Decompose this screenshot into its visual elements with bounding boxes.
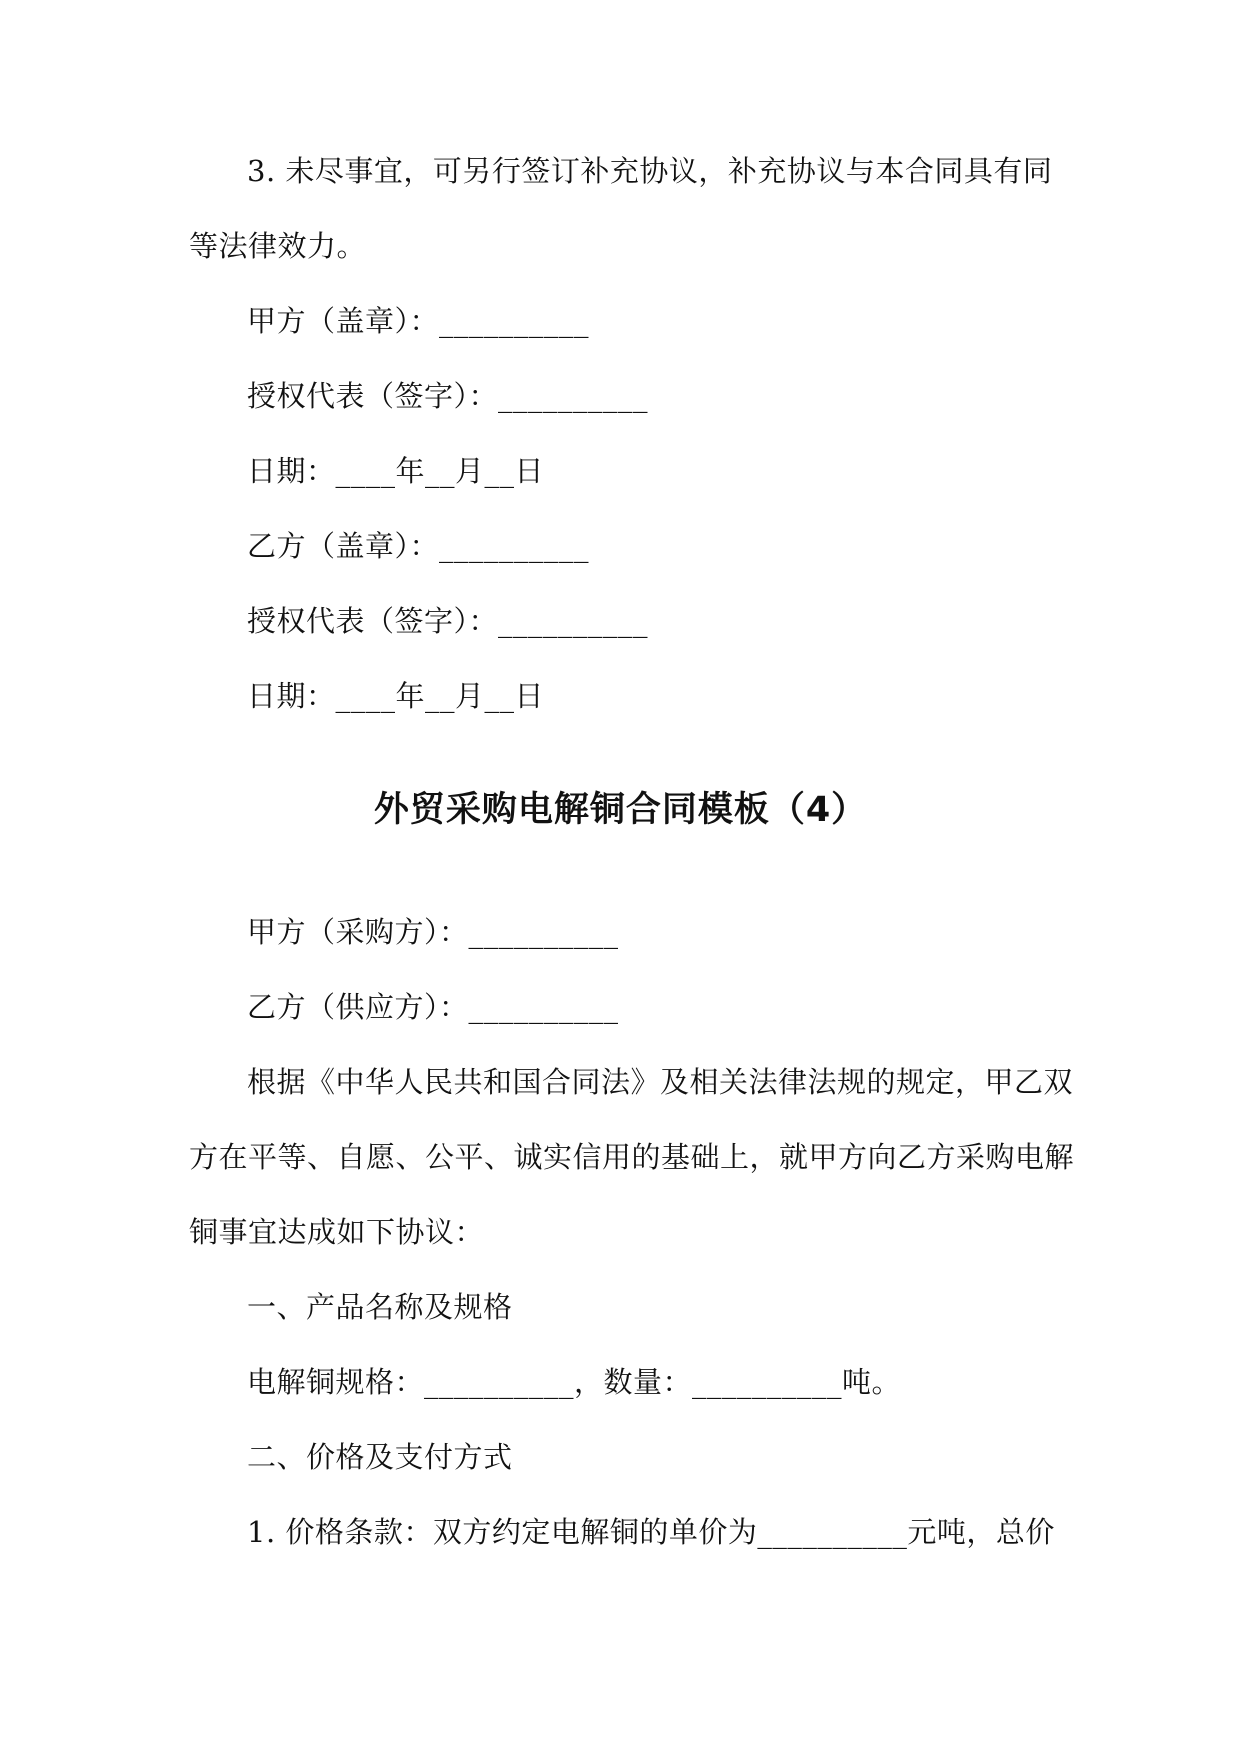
- party-b-supplier-line: 乙方（供应方）：__________: [247, 990, 619, 1024]
- price-clause-line: 1. 价格条款：双方约定电解铜的单价为__________元吨，总价: [247, 1515, 1055, 1549]
- product-spec-line: 电解铜规格：__________，数量：__________吨。: [247, 1365, 902, 1399]
- intro-paragraph-line-2: 方在平等、自愿、公平、诚实信用的基础上，就甲方向乙方采购电解: [189, 1140, 1075, 1174]
- contract-title: 外贸采购电解铜合同模板（4）: [373, 790, 868, 830]
- clause-3-line-1: 3. 未尽事宜，可另行签订补充协议，补充协议与本合同具有同: [247, 154, 1053, 188]
- party-a-representative-line: 授权代表（签字）：__________: [247, 379, 649, 413]
- party-a-date-line: 日期：____年__月__日: [247, 454, 545, 488]
- section-heading-product: 一、产品名称及规格: [247, 1290, 513, 1324]
- intro-paragraph-line-3: 铜事宜达成如下协议：: [189, 1215, 485, 1249]
- clause-3-line-2: 等法律效力。: [189, 229, 367, 263]
- section-heading-price: 二、价格及支付方式: [247, 1440, 513, 1474]
- party-b-representative-line: 授权代表（签字）：__________: [247, 604, 649, 638]
- party-a-seal-line: 甲方（盖章）：__________: [247, 304, 590, 338]
- party-b-date-line: 日期：____年__月__日: [247, 679, 545, 713]
- intro-paragraph-line-1: 根据《中华人民共和国合同法》及相关法律法规的规定，甲乙双: [247, 1065, 1074, 1099]
- party-a-purchaser-line: 甲方（采购方）：__________: [247, 915, 619, 949]
- party-b-seal-line: 乙方（盖章）：__________: [247, 529, 590, 563]
